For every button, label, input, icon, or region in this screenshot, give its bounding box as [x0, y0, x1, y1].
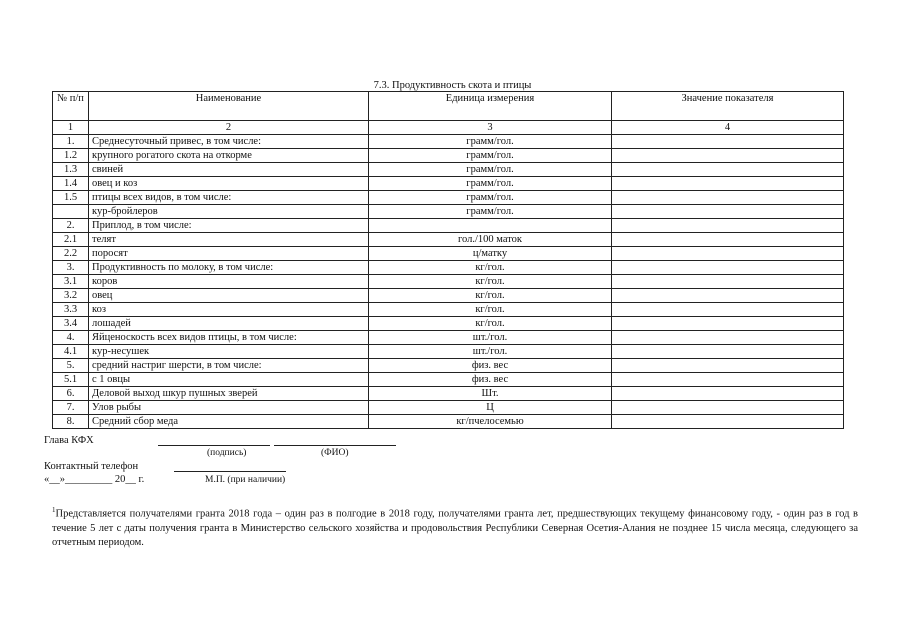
- row-value-cell[interactable]: [612, 149, 844, 163]
- row-number: 1.3: [53, 163, 89, 177]
- row-value-cell[interactable]: [612, 331, 844, 345]
- table-row: [53, 219, 844, 233]
- table-row: [53, 149, 844, 163]
- footnote-text: Представляется получателями гранта 2018 года – один раз в полгодие в 2018 году, получателями гранта лет, предшествующих текущему финансовому году, - один раз в год в течение 5 лет с даты получения гранта в Министерство сельского хозяйства и продовольствия Республики Северная Осетия-Алания не позднее 15 числа месяца, следующего за отчетным периодом.: [52, 508, 858, 548]
- row-number: 7.: [53, 401, 89, 415]
- row-number: 1.5: [53, 191, 89, 205]
- row-value-cell[interactable]: [612, 261, 844, 275]
- row-name: кур-бройлеров: [89, 205, 369, 219]
- row-value-cell[interactable]: [612, 163, 844, 177]
- row-name: свиней: [89, 163, 369, 177]
- row-name: телят: [89, 233, 369, 247]
- row-value-cell[interactable]: [612, 289, 844, 303]
- row-name: поросят: [89, 247, 369, 261]
- row-unit: ц/матку: [369, 247, 612, 261]
- table-row: [53, 373, 844, 387]
- fio-caption: (ФИО): [321, 448, 349, 458]
- header-number: № п/п: [53, 92, 89, 121]
- row-unit: грамм/гол.: [369, 135, 612, 149]
- table-row: [53, 233, 844, 247]
- header-value: Значение показателя: [612, 92, 844, 121]
- column-number-4: 4: [612, 121, 844, 135]
- row-unit: кг/гол.: [369, 317, 612, 331]
- table-row: [53, 317, 844, 331]
- table-row: [53, 135, 844, 149]
- row-value-cell[interactable]: [612, 247, 844, 261]
- row-name: крупного рогатого скота на откорме: [89, 149, 369, 163]
- row-unit: гол./100 маток: [369, 233, 612, 247]
- row-value-cell[interactable]: [612, 177, 844, 191]
- stamp-caption: М.П. (при наличии): [205, 475, 286, 485]
- row-unit: физ. вес: [369, 373, 612, 387]
- row-unit: Шт.: [369, 387, 612, 401]
- table-row: [53, 205, 844, 219]
- row-name: Яйценоскость всех видов птицы, в том числе:: [89, 331, 369, 345]
- table-row: [53, 345, 844, 359]
- table-row: [53, 275, 844, 289]
- footnote-marker: 1: [52, 506, 56, 514]
- numbering-row: [53, 121, 844, 135]
- signature-caption: (подпись): [207, 448, 247, 458]
- row-value-cell[interactable]: [612, 205, 844, 219]
- row-number: 1.2: [53, 149, 89, 163]
- row-number: [53, 205, 89, 219]
- row-unit: шт./гол.: [369, 345, 612, 359]
- row-unit: кг/гол.: [369, 261, 612, 275]
- row-unit: грамм/гол.: [369, 163, 612, 177]
- row-unit: [369, 219, 612, 233]
- table-row: [53, 359, 844, 373]
- row-number: 3.3: [53, 303, 89, 317]
- column-number-3: 3: [369, 121, 612, 135]
- row-name: овец: [89, 289, 369, 303]
- table-row: [53, 303, 844, 317]
- row-value-cell[interactable]: [612, 233, 844, 247]
- row-unit: грамм/гол.: [369, 205, 612, 219]
- row-value-cell[interactable]: [612, 135, 844, 149]
- row-number: 1.4: [53, 177, 89, 191]
- table-row: [53, 177, 844, 191]
- row-value-cell[interactable]: [612, 303, 844, 317]
- row-number: 4.: [53, 331, 89, 345]
- row-number: 2.2: [53, 247, 89, 261]
- row-number: 1.: [53, 135, 89, 149]
- row-number: 3.: [53, 261, 89, 275]
- footnote: [52, 503, 858, 550]
- row-name: коров: [89, 275, 369, 289]
- head-label: Глава КФХ: [44, 435, 94, 446]
- row-number: 3.2: [53, 289, 89, 303]
- row-number: 4.1: [53, 345, 89, 359]
- header-unit: Единица измерения: [369, 92, 612, 121]
- row-value-cell[interactable]: [612, 345, 844, 359]
- row-value-cell[interactable]: [612, 387, 844, 401]
- row-unit: грамм/гол.: [369, 149, 612, 163]
- row-number: 8.: [53, 415, 89, 429]
- row-number: 3.4: [53, 317, 89, 331]
- row-unit: кг/гол.: [369, 303, 612, 317]
- phone-line[interactable]: [174, 471, 286, 472]
- row-name: Средний сбор меда: [89, 415, 369, 429]
- row-value-cell[interactable]: [612, 359, 844, 373]
- row-number: 6.: [53, 387, 89, 401]
- signature-line[interactable]: [158, 445, 270, 446]
- row-unit: грамм/гол.: [369, 177, 612, 191]
- row-number: 2.: [53, 219, 89, 233]
- table-title: 7.3. Продуктивность скота и птицы: [373, 80, 532, 91]
- row-number: 2.1: [53, 233, 89, 247]
- row-number: 5.1: [53, 373, 89, 387]
- table-row: [53, 261, 844, 275]
- row-name: Приплод, в том числе:: [89, 219, 369, 233]
- row-value-cell[interactable]: [612, 373, 844, 387]
- table-row: [53, 331, 844, 345]
- row-name: Деловой выход шкур пушных зверей: [89, 387, 369, 401]
- row-number: 3.1: [53, 275, 89, 289]
- row-name: с 1 овцы: [89, 373, 369, 387]
- row-unit: физ. вес: [369, 359, 612, 373]
- header-row: [53, 92, 844, 121]
- date-field: «__»_________ 20__ г.: [44, 474, 145, 485]
- row-value-cell[interactable]: [612, 275, 844, 289]
- column-number-2: 2: [89, 121, 369, 135]
- row-name: коз: [89, 303, 369, 317]
- row-number: 5.: [53, 359, 89, 373]
- table-row: [53, 191, 844, 205]
- row-name: Среднесуточный привес, в том числе:: [89, 135, 369, 149]
- row-name: птицы всех видов, в том числе:: [89, 191, 369, 205]
- row-unit: кг/пчелосемью: [369, 415, 612, 429]
- row-name: Продуктивность по молоку, в том числе:: [89, 261, 369, 275]
- row-unit: кг/гол.: [369, 275, 612, 289]
- row-value-cell[interactable]: [612, 219, 844, 233]
- row-unit: Ц: [369, 401, 612, 415]
- row-name: лошадей: [89, 317, 369, 331]
- table-row: [53, 247, 844, 261]
- column-number-1: 1: [53, 121, 89, 135]
- phone-label: Контактный телефон: [44, 461, 139, 472]
- row-name: кур-несушек: [89, 345, 369, 359]
- row-name: средний настриг шерсти, в том числе:: [89, 359, 369, 373]
- table-row: [53, 401, 844, 415]
- row-name: Улов рыбы: [89, 401, 369, 415]
- row-value-cell[interactable]: [612, 415, 844, 429]
- table-row: [53, 163, 844, 177]
- header-name: Наименование: [89, 92, 369, 121]
- row-unit: кг/гол.: [369, 289, 612, 303]
- row-value-cell[interactable]: [612, 191, 844, 205]
- productivity-table: [52, 91, 844, 429]
- row-value-cell[interactable]: [612, 401, 844, 415]
- table-row: [53, 387, 844, 401]
- table-row: [53, 415, 844, 429]
- row-value-cell[interactable]: [612, 317, 844, 331]
- row-name: овец и коз: [89, 177, 369, 191]
- row-unit: грамм/гол.: [369, 191, 612, 205]
- table-row: [53, 289, 844, 303]
- row-unit: шт./гол.: [369, 331, 612, 345]
- fio-line[interactable]: [274, 445, 396, 446]
